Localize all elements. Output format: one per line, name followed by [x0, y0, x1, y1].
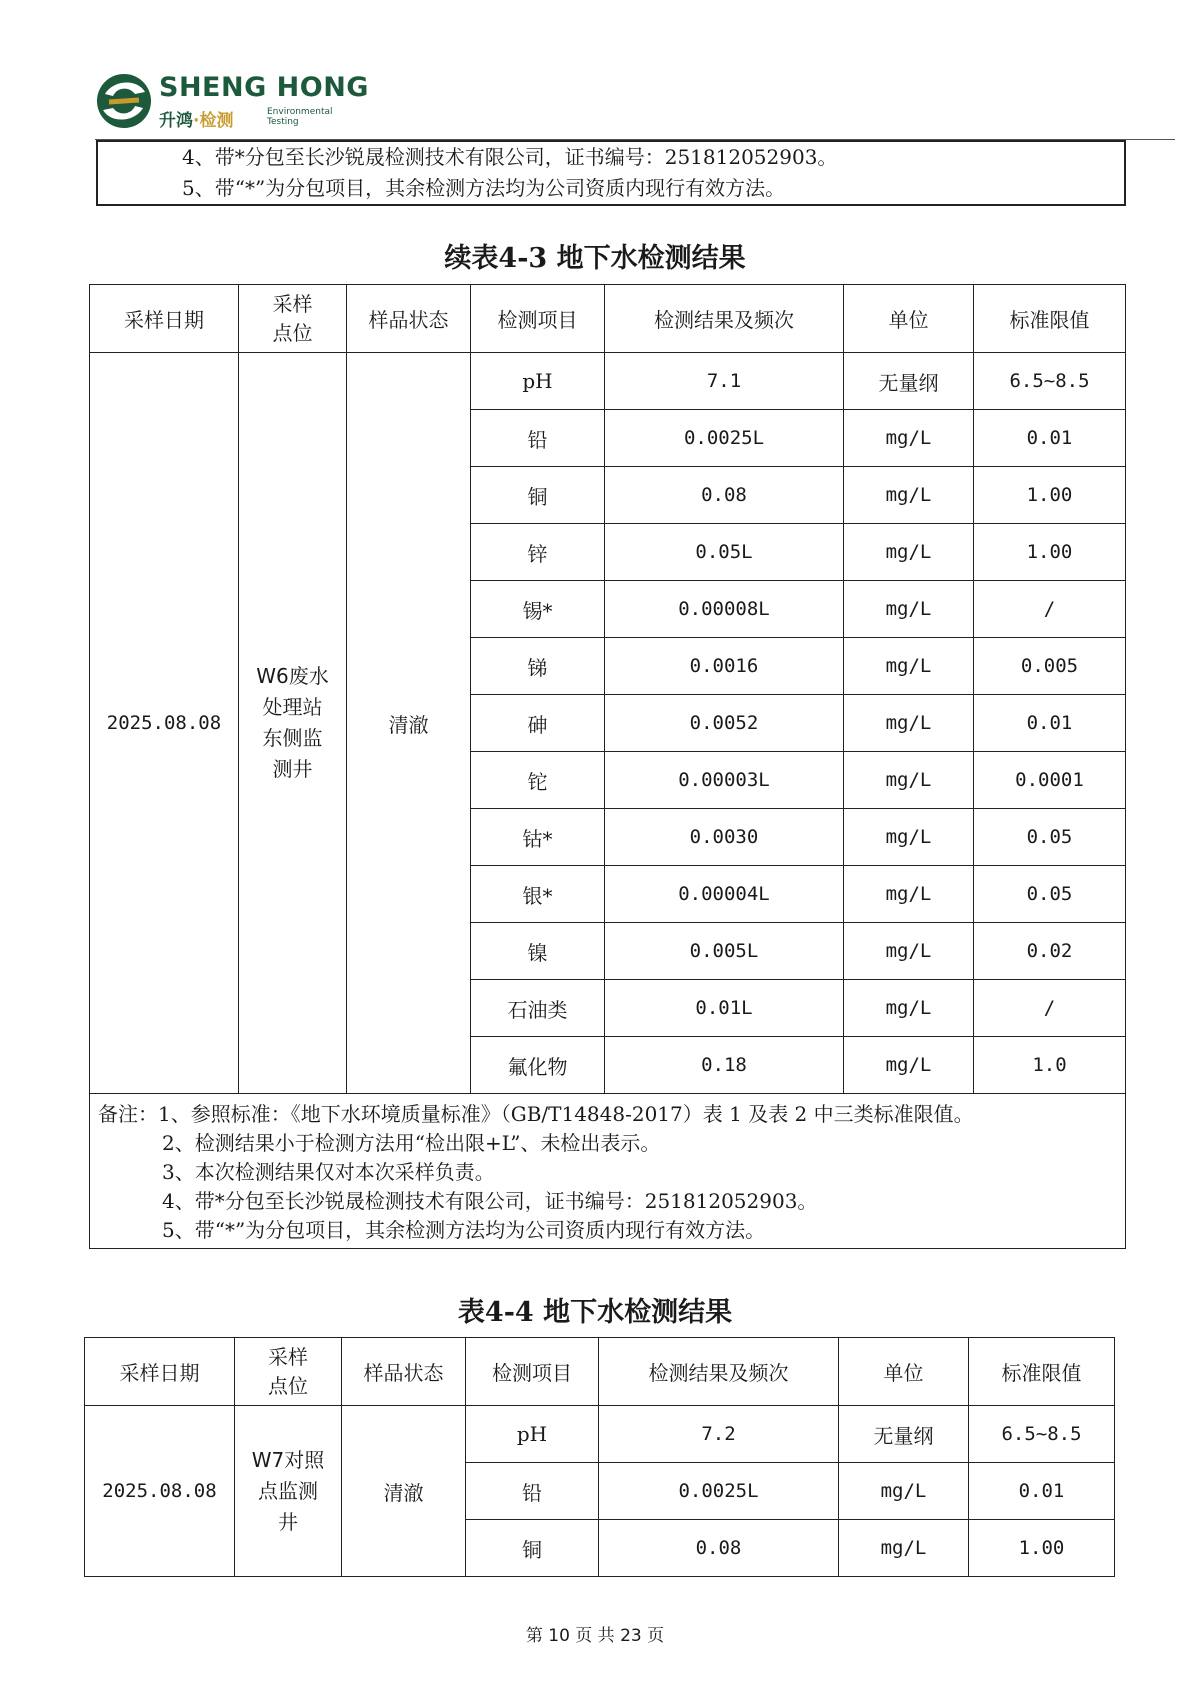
unit-cell: mg/L — [844, 410, 974, 467]
unit-cell: mg/L — [844, 467, 974, 524]
brand-name-cn: 升鸿·检测 — [159, 111, 234, 131]
result-cell: 0.00003L — [605, 752, 844, 809]
limit-cell: / — [974, 581, 1126, 638]
sample-date: 2025.08.08 — [90, 353, 239, 1094]
sample-state: 清澈 — [342, 1406, 466, 1577]
header-unit: 单位 — [839, 1338, 969, 1406]
unit-cell: mg/L — [839, 1520, 969, 1577]
table-4-4 — [84, 1337, 1115, 1577]
unit-cell: mg/L — [844, 524, 974, 581]
item-cell: pH — [466, 1406, 599, 1463]
item-cell: 钴* — [471, 809, 605, 866]
sample-date: 2025.08.08 — [85, 1406, 235, 1577]
sheng-hong-logo-icon — [95, 72, 153, 130]
header-unit: 单位 — [844, 285, 974, 353]
unit-cell: mg/L — [844, 1037, 974, 1094]
limit-cell: 0.05 — [974, 809, 1126, 866]
table-4-4-title: 表4-4 地下水检测结果 — [457, 1297, 733, 1328]
limit-cell: 0.0001 — [974, 752, 1126, 809]
table-header-row — [85, 1338, 1115, 1406]
unit-cell: mg/L — [844, 695, 974, 752]
note-5: 5、带“*”为分包项目，其余检测方法均为公司资质内现行有效方法。 — [162, 1218, 766, 1242]
note-3: 3、本次检测结果仅对本次采样负责。 — [162, 1160, 495, 1184]
header-site: 采样 点位 — [239, 285, 347, 353]
limit-cell: 0.005 — [974, 638, 1126, 695]
header-date: 采样日期 — [85, 1338, 235, 1406]
header-item: 检测项目 — [466, 1338, 599, 1406]
top-notes-box — [96, 140, 1126, 206]
limit-cell: 6.5~8.5 — [974, 353, 1126, 410]
limit-cell: 0.02 — [974, 923, 1126, 980]
item-cell: 铜 — [466, 1520, 599, 1577]
page-number: 第 10 页 共 23 页 — [525, 1626, 665, 1646]
sample-state: 清澈 — [347, 353, 471, 1094]
result-cell: 0.0016 — [605, 638, 844, 695]
limit-cell: 1.0 — [974, 1037, 1126, 1094]
header-result: 检测结果及频次 — [605, 285, 844, 353]
limit-cell: 1.00 — [974, 524, 1126, 581]
unit-cell: mg/L — [844, 923, 974, 980]
result-cell: 7.1 — [605, 353, 844, 410]
result-cell: 0.0025L — [605, 410, 844, 467]
item-cell: 砷 — [471, 695, 605, 752]
sample-site: W7对照 点监测 井 — [235, 1406, 342, 1577]
limit-cell: 0.01 — [974, 410, 1126, 467]
unit-cell: mg/L — [844, 980, 974, 1037]
item-cell: 镍 — [471, 923, 605, 980]
top-note-4: 4、带*分包至长沙锐晟检测技术有限公司，证书编号：251812052903。 — [182, 145, 838, 169]
item-cell: 锡* — [471, 581, 605, 638]
item-cell: 铅 — [466, 1463, 599, 1520]
limit-cell: / — [974, 980, 1126, 1037]
note-4: 4、带*分包至长沙锐晟检测技术有限公司，证书编号：251812052903。 — [162, 1189, 818, 1213]
top-note-5: 5、带“*”为分包项目，其余检测方法均为公司资质内现行有效方法。 — [182, 176, 786, 200]
note-2: 2、检测结果小于检测方法用“检出限+L”、未检出表示。 — [162, 1131, 661, 1155]
table-4-3 — [89, 284, 1126, 1249]
result-cell: 0.0030 — [605, 809, 844, 866]
limit-cell: 0.01 — [974, 695, 1126, 752]
result-cell: 0.05L — [605, 524, 844, 581]
result-cell: 7.2 — [599, 1406, 839, 1463]
header-state: 样品状态 — [342, 1338, 466, 1406]
notes-row — [90, 1094, 1126, 1249]
header-date: 采样日期 — [90, 285, 239, 353]
header-result: 检测结果及频次 — [599, 1338, 839, 1406]
unit-cell: mg/L — [839, 1463, 969, 1520]
table-row — [90, 353, 1126, 410]
item-cell: 铊 — [471, 752, 605, 809]
result-cell: 0.18 — [605, 1037, 844, 1094]
limit-cell: 1.00 — [969, 1520, 1115, 1577]
result-cell: 0.08 — [605, 467, 844, 524]
item-cell: 铜 — [471, 467, 605, 524]
header-state: 样品状态 — [347, 285, 471, 353]
unit-cell: mg/L — [844, 809, 974, 866]
brand-tagline: Environmental Testing — [267, 107, 333, 127]
unit-cell: mg/L — [844, 752, 974, 809]
result-cell: 0.08 — [599, 1520, 839, 1577]
note-1: 备注：1、参照标准：《地下水环境质量标准》（GB/T14848-2017）表 1 及表 2 中三类标准限值。 — [98, 1102, 974, 1126]
limit-cell: 0.05 — [974, 866, 1126, 923]
item-cell: 锌 — [471, 524, 605, 581]
company-logo — [95, 72, 369, 134]
unit-cell: mg/L — [844, 866, 974, 923]
table-row — [85, 1406, 1115, 1463]
unit-cell: mg/L — [844, 638, 974, 695]
limit-cell: 1.00 — [974, 467, 1126, 524]
item-cell: 银* — [471, 866, 605, 923]
header-limit: 标准限值 — [974, 285, 1126, 353]
table-4-3-title: 续表4-3 地下水检测结果 — [444, 243, 746, 274]
sample-site: W6废水 处理站 东侧监 测井 — [239, 353, 347, 1094]
item-cell: 氟化物 — [471, 1037, 605, 1094]
limit-cell: 0.01 — [969, 1463, 1115, 1520]
brand-name: SHENG HONG — [159, 72, 369, 103]
item-cell: 锑 — [471, 638, 605, 695]
header-site: 采样 点位 — [235, 1338, 342, 1406]
result-cell: 0.00008L — [605, 581, 844, 638]
result-cell: 0.00004L — [605, 866, 844, 923]
item-cell: 石油类 — [471, 980, 605, 1037]
header-limit: 标准限值 — [969, 1338, 1115, 1406]
result-cell: 0.0025L — [599, 1463, 839, 1520]
result-cell: 0.01L — [605, 980, 844, 1037]
table-notes — [90, 1094, 1126, 1249]
item-cell: 铅 — [471, 410, 605, 467]
result-cell: 0.0052 — [605, 695, 844, 752]
result-cell: 0.005L — [605, 923, 844, 980]
limit-cell: 6.5~8.5 — [969, 1406, 1115, 1463]
unit-cell: 无量纲 — [844, 353, 974, 410]
unit-cell: 无量纲 — [839, 1406, 969, 1463]
table-header-row — [90, 285, 1126, 353]
item-cell: pH — [471, 353, 605, 410]
unit-cell: mg/L — [844, 581, 974, 638]
header-item: 检测项目 — [471, 285, 605, 353]
